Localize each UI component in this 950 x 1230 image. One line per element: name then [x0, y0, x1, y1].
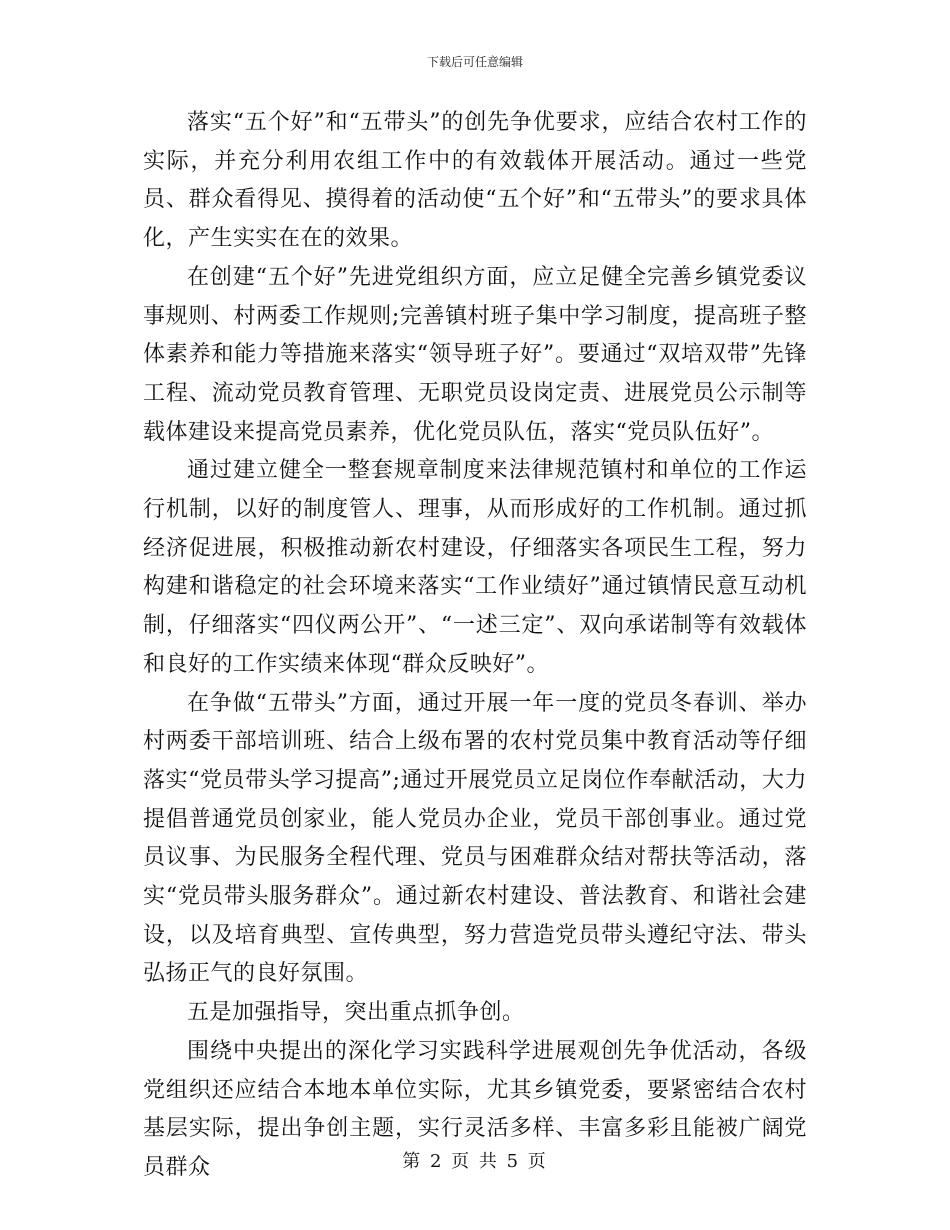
page-number: 第 2 页 共 5 页 — [402, 1151, 548, 1172]
document-body — [143, 104, 807, 1188]
paragraph: 围绕中央提出的深化学习实践科学进展观创先争优活动，各级党组织还应结合本地本单位实际，尤其乡镇党委，要紧密结合农村基层实际，提出争创主题，实行灵活多样、丰富多彩且能被广阔党员群众 — [143, 1038, 807, 1180]
paragraph: 通过建立健全一整套规章制度来法律规范镇村和单位的工作运行机制，以好的制度管人、理事，从而形成好的工作机制。通过抓经济促进展，积极推动新农村建设，仔细落实各项民生工程，努力构建和谐稳定的社会环境来落实“工作业绩好”通过镇情民意互动机制，仔细落实“四仪两公开”、“一述三定”、双向承诺制等有效载体和良好的工作实绩来体现“群众反映好”。 — [143, 458, 807, 677]
paragraph-heading: 五是加强指导，突出重点抓争创。 — [187, 1000, 525, 1026]
paragraph: 在争做“五带头”方面，通过开展一年一度的党员冬春训、举办村两委干部培训班、结合上级布署的农村党员集中教育活动等仔细落实“党员带头学习提高”;通过开展党员立足岗位作奉献活动，大力提倡普通党员创家业，能人党员办企业，党员干部创事业。通过党员议事、为民服务全程代理、党员与困难群众结对帮扶等活动，落实“党员带头服务群众”。通过新农村建设、普法教育、和谐社会建设，以及培育典型、宣传典型，努力营造党员带头遵纪守法、带头弘扬正气的良好氛围。 — [143, 690, 807, 987]
paragraph: 落实“五个好”和“五带头”的创先争优要求，应结合农村工作的实际，并充分利用农组工作中的有效载体开展活动。通过一些党员、群众看得见、摸得着的活动使“五个好”和“五带头”的要求具体化，产生实实在在的效果。 — [143, 110, 807, 252]
page-header-note: 下载后可任意编辑 — [426, 55, 523, 69]
paragraph: 在创建“五个好”先进党组织方面，应立足健全完善乡镇党委议事规则、村两委工作规则;完善镇村班子集中学习制度，提高班子整体素养和能力等措施来落实“领导班子好”。要通过“双培双带”先锋工程、流动党员教育管理、无职党员设岗定责、进展党员公示制等载体建设来提高党员素养，优化党员队伍，落实“党员队伍好”。 — [143, 264, 807, 445]
